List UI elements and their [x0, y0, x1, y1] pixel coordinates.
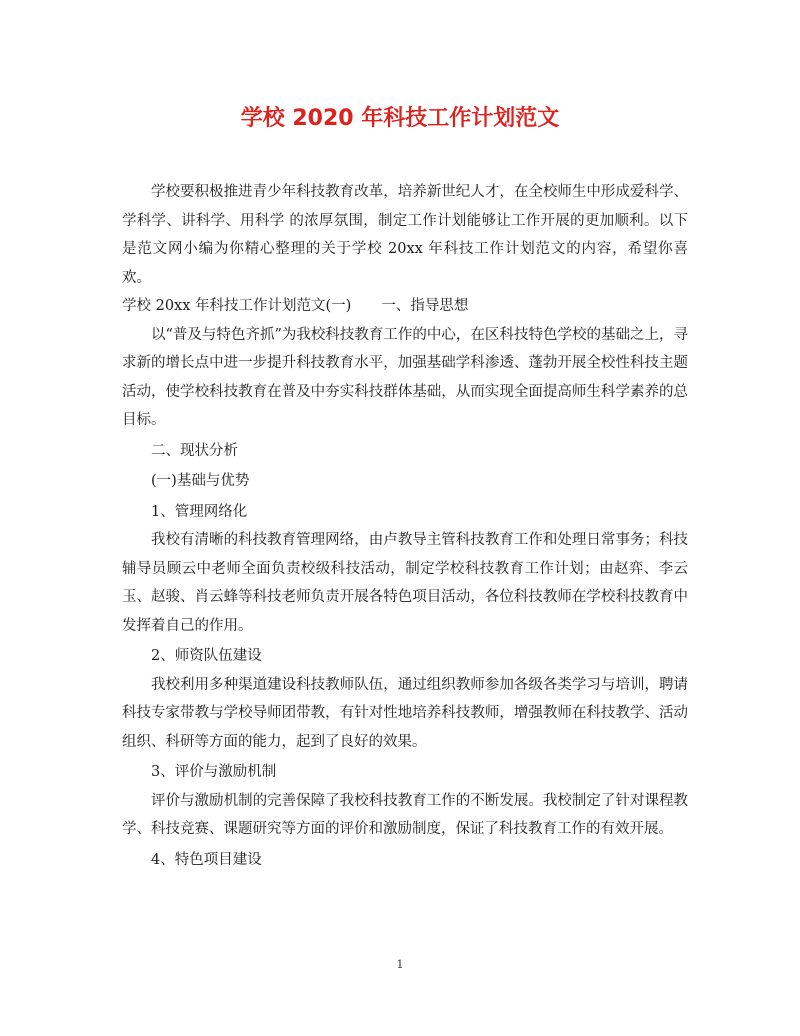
section-title-line [122, 292, 688, 321]
item-3-title: 3、评价与激励机制 [151, 764, 277, 780]
guiding-paragraph: 以“普及与特色齐抓”为我校科技教育工作的中心，在区科技特色学校的基础之上，寻求新的增长点中进一步提升科技教育水平，加强基础学科渗透、蓬勃开展全校性科技主题活动，使学校科技教育在普及中夯实科技群体基础，从而实现全面提高师生科学素养的总目标。 [122, 326, 688, 428]
heading-status-analysis: 二、现状分析 [151, 442, 238, 459]
item-4-title: 4、特色项目建设 [151, 851, 262, 868]
document-title: 学校 2020 年科技工作计划范文 [240, 106, 560, 131]
item-1-title: 1、管理网络化 [151, 503, 248, 520]
document-body [122, 178, 688, 874]
section-title: 学校 20xx 年科技工作计划范文(一) [122, 298, 352, 314]
item-2-paragraph: 我校利用多种渠道建设科技教师队伍，通过组织教师参加各级各类学习与培训，聘请科技专家带教与学校导师团带教，有针对性地培养科技教师，增强教师在科技教学、活动组织、科研等方面的能力，起到了良好的效果。 [122, 676, 688, 750]
subheading-foundation: (一)基础与优势 [151, 473, 250, 489]
item-1-paragraph: 我校有清晰的科技教育管理网络，由卢教导主管科技教育工作和处理日常事务；科技辅导员顾云中老师全面负责校级科技活动，制定学校科技教育工作计划；由赵弈、李云玉、赵骏、肖云蜂等科技老师负责开展各特色项目活动，各位科技教师在学校科技教育中发挥着自己的作用。 [122, 532, 688, 634]
intro-paragraph: 学校要积极推进青少年科技教育改革，培养新世纪人才，在全校师生中形成爱科学、学科学、讲科学、用科学 的浓厚氛围，制定工作计划能够让工作开展的更加顺利。以下是范文网小编为你精心整理的关于学校 20xx 年科技工作计划范文的内容，希望你喜欢。 [122, 184, 688, 286]
heading-guiding-ideology: 一、指导思想 [381, 298, 469, 314]
page-number: 1 [396, 958, 404, 971]
item-2-title: 2、师资队伍建设 [151, 648, 262, 664]
item-3-paragraph: 评价与激励机制的完善保障了我校科技教育工作的不断发展。我校制定了针对课程教学、科技竞赛、课题研究等方面的评价和激励制度，保证了科技教育工作的有效开展。 [122, 792, 688, 837]
